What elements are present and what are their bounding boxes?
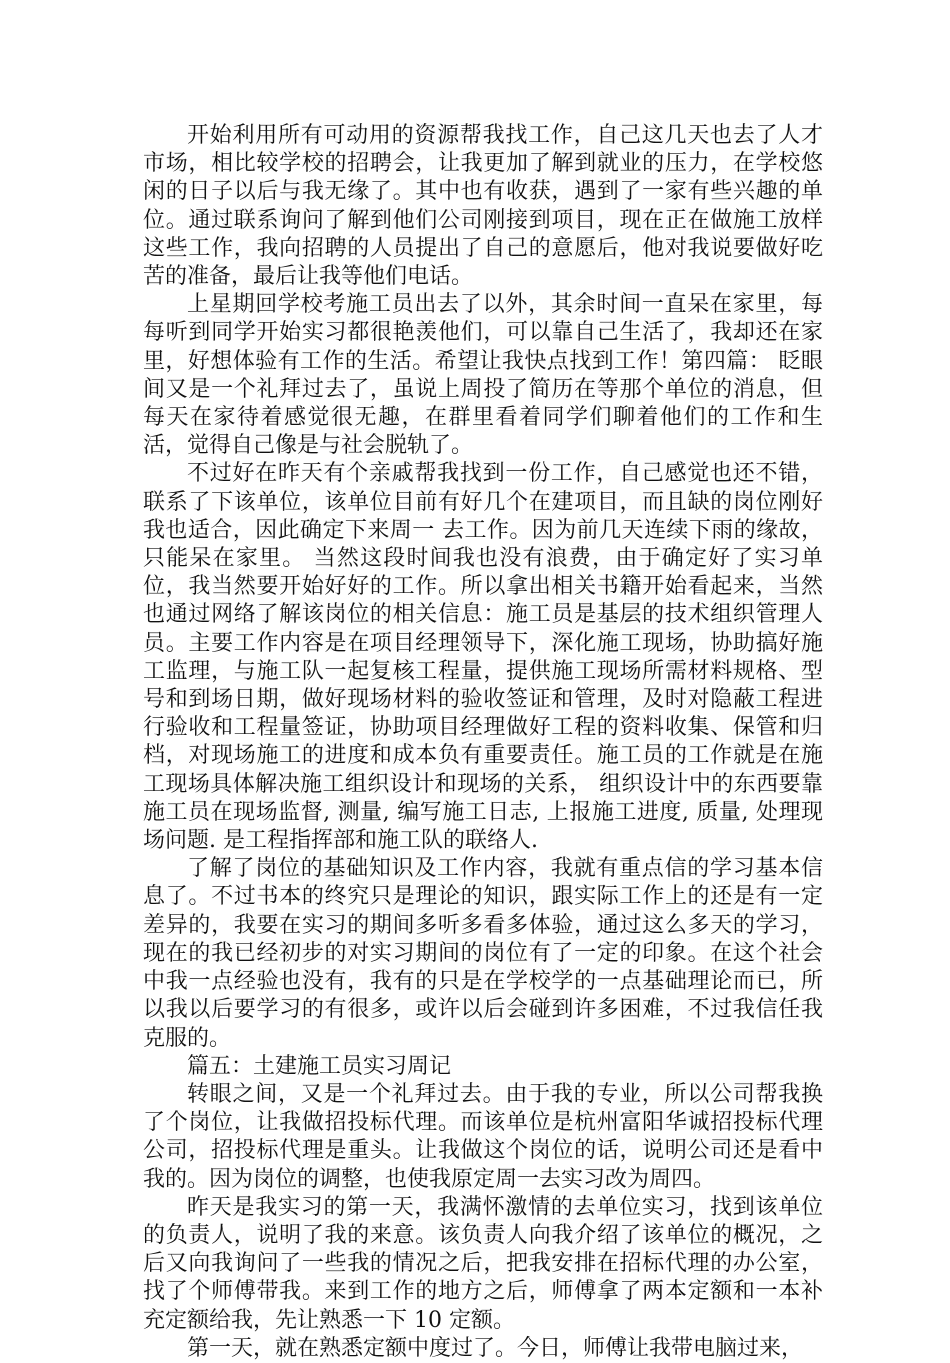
paragraph-continuation: 第一天，就在熟悉定额中度过了。今日，师傅让我带电脑过来， <box>187 1335 804 1361</box>
paragraph-waiting-at-home: 上星期回学校考施工员出去了以外，其余时间一直呆在家里，每每听到同学开始实习都很艳羡他们，可以靠自己生活了，我却还在家里，好想体验有工作的生活。希望让我快点找到工作！第四篇： 眨眼间又是一个礼拜过去了，虽说上周投了简历在等那个单位的消息，但每天在家待着感觉很无趣，在群里看着同学们聊着他们的工作和生活，觉得自己像是与社会脱轨了。 <box>143 292 823 459</box>
paragraph-job-search: 开始利用所有可动用的资源帮我找工作，自己这几天也去了人才市场，相比较学校的招聘会，让我更加了解到就业的压力，在学校悠闲的日子以后与我无缘了。其中也有收获，遇到了一家有些兴趣的单位。通过联系询问了解到他们公司刚接到项目，现在正在做施工放样这些工作，我向招聘的人员提出了自己的意愿后，他对我说要做好吃苦的准备，最后让我等他们电话。 <box>143 123 823 290</box>
document-body <box>143 122 823 1363</box>
section-heading: 篇五：土建施工员实习周记 <box>187 1053 452 1079</box>
paragraph-position-change: 转眼之间，又是一个礼拜过去。由于我的专业，所以公司帮我换了个岗位，让我做招投标代理。而该单位是杭州富阳华诚招投标代理公司，招投标代理是重头。让我做这个岗位的话，说明公司还是看中我的。因为岗位的调整，也使我原定周一去实习改为周四。 <box>143 1081 823 1192</box>
paragraph-first-day: 昨天是我实习的第一天，我满怀激情的去单位实习，找到该单位的负责人，说明了我的来意。该负责人向我介绍了该单位的概况，之后又向我询问了一些我的情况之后，把我安排在招标代理的办公室，找了个师傅带我。来到工作的地方之后，师傅拿了两本定额和一本补充定额给我，先让熟悉一下 10 定额。 <box>143 1194 823 1333</box>
paragraph-learning: 了解了岗位的基础知识及工作内容，我就有重点信的学习基本信息了。不过书本的终究只是理论的知识，跟实际工作上的还是有一定差异的，我要在实习的期间多听多看多体验，通过这么多天的学习，现在的我已经初步的对实习期间的岗位有了一定的印象。在这个社会中我一点经验也没有，我有的只是在学校学的一点基础理论而已，所以我以后要学习的有很多，或许以后会碰到许多困难，不过我信任我克服的。 <box>143 856 823 1051</box>
paragraph-found-job: 不过好在昨天有个亲戚帮我找到一份工作，自己感觉也还不错，联系了下该单位，该单位目前有好几个在建项目，而且缺的岗位刚好我也适合，因此确定下来周一 去工作。因为前几天连续下雨的缘故，只能呆在家里。 当然这段时间我也没有浪费，由于确定好了实习单位，我当然要开始好好的工作。所以拿出相关书籍开始看起来，当然也通过网络了解该岗位的相关信息：施工员是基层的技术组织管理人员。主要工作内容是在项目经理领导下，深化施工现场，协助搞好施工监理，与施工队一起复核工程量，提供施工现场所需材料规格、型号和到场日期，做好现场材料的验收签证和管理，及时对隐蔽工程进行验收和工程量签证，协助项目经理做好工程的资料收集、保管和归档，对现场施工的进度和成本负有重要责任。施工员的工作就是在施工现场具体解决施工组织设计和现场的关系， 组织设计中的东西要靠施工员在现场监督, 测量, 编写施工日志, 上报施工进度, 质量, 处理现场问题. 是工程指挥部和施工队的联络人. <box>143 461 823 854</box>
